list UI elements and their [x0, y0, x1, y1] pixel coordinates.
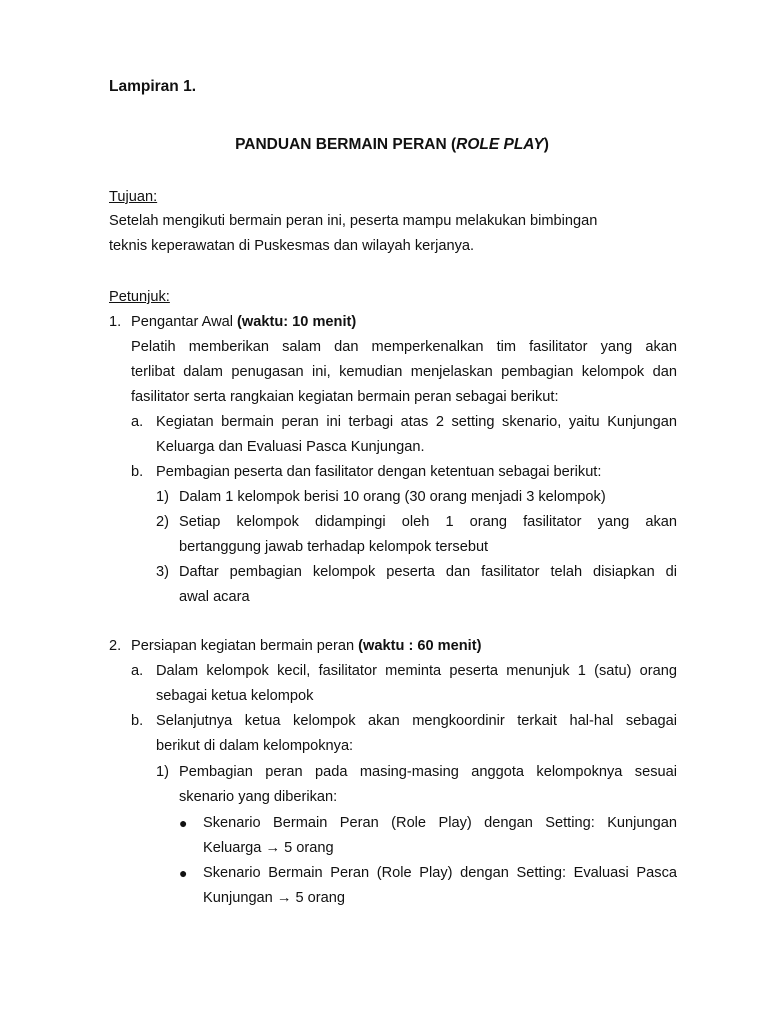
- section-1a-line: Keluarga dan Evaluasi Pasca Kunjungan.: [156, 439, 425, 455]
- bullet-item-line: Kunjungan → 5 orang: [203, 890, 345, 906]
- section-1b3-line: awal acara: [179, 589, 250, 605]
- section-1b1-label: 1): [156, 489, 169, 505]
- tujuan-line: Setelah mengikuti bermain peran ini, peserta mampu melakukan bimbingan: [109, 213, 598, 229]
- section-2a-line: Dalam kelompok kecil, fasilitator meminta peserta menunjuk 1 (satu) orang: [156, 663, 677, 679]
- section-1b-line: Pembagian peserta dan fasilitator dengan ketentuan sebagai berikut:: [156, 464, 602, 480]
- petunjuk-heading: Petunjuk:: [109, 289, 170, 305]
- section-2b1-line: Pembagian peran pada masing-masing anggota kelompoknya sesuai: [179, 764, 677, 780]
- title-suffix: ): [543, 136, 549, 153]
- section-1b2-label: 2): [156, 514, 169, 530]
- section-2b-line: berikut di dalam kelompoknya:: [156, 738, 354, 754]
- tujuan-line: teknis keperawatan di Puskesmas dan wilayah kerjanya.: [109, 238, 475, 254]
- section-2a-line: sebagai ketua kelompok: [156, 688, 314, 704]
- section-1-paragraph-line: terlibat dalam penugasan ini, kemudian menjelaskan pembagian kelompok dan: [131, 364, 677, 380]
- section-2b1-line: skenario yang diberikan:: [179, 789, 338, 805]
- section-2b-label: b.: [131, 713, 144, 729]
- section-1b2-line: Setiap kelompok didampingi oleh 1 orang fasilitator yang akan: [179, 514, 677, 530]
- section-2b-line: Selanjutnya ketua kelompok akan mengkoordinir terkait hal-hal sebagai: [156, 713, 677, 729]
- section-1b2-line: bertanggung jawab terhadap kelompok tersebut: [179, 539, 489, 555]
- section-2-text: Persiapan kegiatan bermain peran: [131, 638, 359, 654]
- section-1-heading: [131, 313, 356, 331]
- section-1a-label: a.: [131, 414, 144, 430]
- document-title: [0, 136, 768, 154]
- tujuan-heading: Tujuan:: [109, 189, 158, 205]
- title-italic: ROLE PLAY: [456, 136, 544, 153]
- section-2-heading: [131, 637, 481, 655]
- section-2a-label: a.: [131, 663, 144, 679]
- section-1a-line: Kegiatan bermain peran ini terbagi atas 2 setting skenario, yaitu Kunjungan: [156, 414, 677, 430]
- section-1-paragraph-line: fasilitator serta rangkaian kegiatan bermain peran sebagai berikut:: [131, 389, 559, 405]
- section-1-number: 1.: [109, 314, 122, 330]
- section-1b3-line: Daftar pembagian kelompok peserta dan fasilitator telah disiapkan di: [179, 564, 677, 580]
- section-1b-label: b.: [131, 464, 144, 480]
- bullet-icon: ●: [179, 865, 188, 881]
- appendix-label: Lampiran 1.: [109, 78, 196, 95]
- bullet-item-line: Keluarga → 5 orang: [203, 840, 334, 856]
- section-1-paragraph-line: Pelatih memberikan salam dan memperkenalkan tim fasilitator yang akan: [131, 339, 677, 355]
- section-1-time: (waktu: 10 menit): [237, 314, 357, 330]
- bullet-item-line: Skenario Bermain Peran (Role Play) dengan Setting: Evaluasi Pasca: [203, 865, 677, 881]
- section-2-time: (waktu : 60 menit): [358, 638, 482, 654]
- bullet-icon: ●: [179, 815, 188, 831]
- section-2b1-label: 1): [156, 764, 169, 780]
- section-1-text: Pengantar Awal: [131, 314, 238, 330]
- section-1b1-line: Dalam 1 kelompok berisi 10 orang (30 orang menjadi 3 kelompok): [179, 489, 606, 505]
- title-prefix: PANDUAN BERMAIN PERAN (: [235, 136, 457, 153]
- section-1b3-label: 3): [156, 564, 169, 580]
- bullet-item-line: Skenario Bermain Peran (Role Play) dengan Setting: Kunjungan: [203, 815, 677, 831]
- section-2-number: 2.: [109, 638, 122, 654]
